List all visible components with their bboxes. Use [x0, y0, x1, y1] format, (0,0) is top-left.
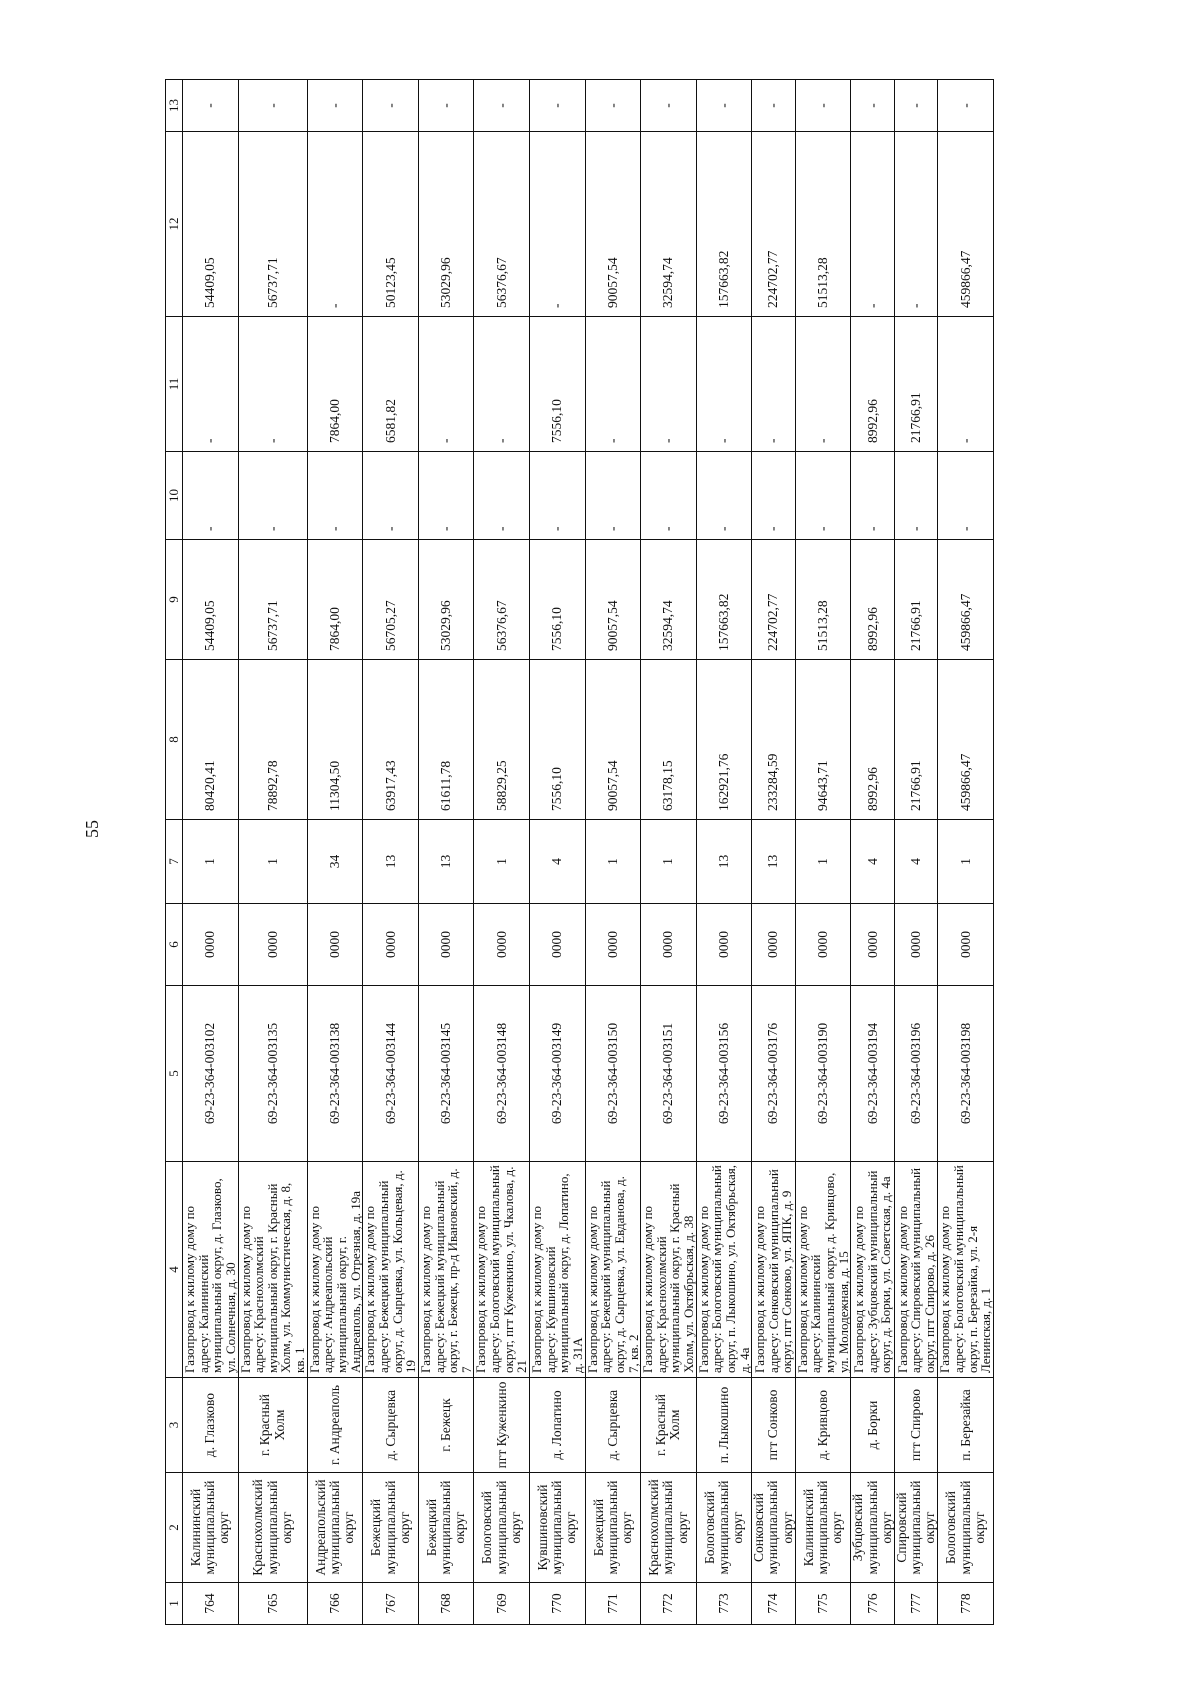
cell-col-1: 766 [307, 1583, 363, 1625]
cell-col-5: 69-23-364-003194 [851, 986, 895, 1162]
cell-col-9: 32594,74 [641, 540, 697, 660]
cell-col-4: Газопровод к жилому дому по адресу: Краснохолмский муниципальный округ, г. Красный Холм, ул. Коммунистическая, д. 8, кв. 1 [238, 1162, 307, 1378]
cell-col-12: 56737,71 [238, 132, 307, 317]
cell-col-3: д. Сырцевка [585, 1378, 641, 1473]
cell-col-4: Газопровод к жилому дому по адресу: Спировский муниципальный округ, пгт Спирово, д. 26 [894, 1162, 938, 1378]
cell-col-5: 69-23-364-003156 [696, 986, 752, 1162]
cell-col-7: 34 [307, 820, 363, 904]
cell-col-10: - [795, 452, 851, 540]
cell-col-3: д. Кривцово [795, 1378, 851, 1473]
table-row [474, 80, 530, 1625]
cell-col-1: 765 [238, 1583, 307, 1625]
cell-col-9: 224702,77 [752, 540, 796, 660]
cell-col-2: Калининский муниципальный округ [795, 1473, 851, 1583]
cell-col-4: Газопровод к жилому дому по адресу: Бежецкий муниципальный округ, д. Сырцевка, ул. Евданова, д. 7, кв. 2 [585, 1162, 641, 1378]
cell-col-8: 7556,10 [530, 660, 586, 820]
cell-col-5: 69-23-364-003150 [585, 986, 641, 1162]
cell-col-12: 224702,77 [752, 132, 796, 317]
cell-col-12: 459866,47 [938, 132, 994, 317]
cell-col-11: - [752, 317, 796, 452]
cell-col-5: 69-23-364-003144 [363, 986, 419, 1162]
cell-col-1: 764 [183, 1583, 239, 1625]
column-header-11: 11 [166, 317, 183, 452]
cell-col-11: 7556,10 [530, 317, 586, 452]
cell-col-11: 21766,91 [894, 317, 938, 452]
cell-col-2: Сонковский муниципальный округ [752, 1473, 796, 1583]
cell-col-6: 0000 [363, 904, 419, 986]
cell-col-3: д. Глазково [183, 1378, 239, 1473]
table-row [795, 80, 851, 1625]
cell-col-11: - [696, 317, 752, 452]
cell-col-1: 770 [530, 1583, 586, 1625]
cell-col-10: - [238, 452, 307, 540]
table-row [752, 80, 796, 1625]
cell-col-4: Газопровод к жилому дому по адресу: Краснохолмский муниципальный округ, г. Красный Холм, ул. Октябрьская, д. 38 [641, 1162, 697, 1378]
cell-col-5: 69-23-364-003102 [183, 986, 239, 1162]
cell-col-1: 768 [418, 1583, 474, 1625]
cell-col-3: г. Красный Холм [238, 1378, 307, 1473]
cell-col-9: 53029,96 [418, 540, 474, 660]
cell-col-10: - [641, 452, 697, 540]
table-row [938, 80, 994, 1625]
cell-col-1: 775 [795, 1583, 851, 1625]
cell-col-3: д. Сырцевка [363, 1378, 419, 1473]
cell-col-6: 0000 [530, 904, 586, 986]
cell-col-11: - [238, 317, 307, 452]
cell-col-10: - [474, 452, 530, 540]
column-header-1: 1 [166, 1583, 183, 1625]
cell-col-1: 773 [696, 1583, 752, 1625]
cell-col-8: 459866,47 [938, 660, 994, 820]
table-row [307, 80, 363, 1625]
column-header-10: 10 [166, 452, 183, 540]
cell-col-2: Бежецкий муниципальный округ [363, 1473, 419, 1583]
cell-col-3: пгт Спирово [894, 1378, 938, 1473]
cell-col-1: 774 [752, 1583, 796, 1625]
cell-col-2: Спировский муниципальный округ [894, 1473, 938, 1583]
table-row [585, 80, 641, 1625]
cell-col-13: - [894, 80, 938, 132]
cell-col-2: Бежецкий муниципальный округ [585, 1473, 641, 1583]
cell-col-13: - [307, 80, 363, 132]
table-row [238, 80, 307, 1625]
cell-col-8: 61611,78 [418, 660, 474, 820]
cell-col-8: 63178,15 [641, 660, 697, 820]
column-header-2: 2 [166, 1473, 183, 1583]
cell-col-3: д. Борки [851, 1378, 895, 1473]
header-row [166, 80, 183, 1625]
cell-col-13: - [183, 80, 239, 132]
cell-col-5: 69-23-364-003196 [894, 986, 938, 1162]
cell-col-6: 0000 [238, 904, 307, 986]
cell-col-5: 69-23-364-003149 [530, 986, 586, 1162]
cell-col-8: 63917,43 [363, 660, 419, 820]
table-row [894, 80, 938, 1625]
cell-col-10: - [530, 452, 586, 540]
cell-col-13: - [752, 80, 796, 132]
cell-col-9: 157663,82 [696, 540, 752, 660]
cell-col-12: 53029,96 [418, 132, 474, 317]
cell-col-9: 7864,00 [307, 540, 363, 660]
cell-col-11: 6581,82 [363, 317, 419, 452]
cell-col-6: 0000 [894, 904, 938, 986]
cell-col-11: - [183, 317, 239, 452]
cell-col-2: Кувшиновский муниципальный округ [530, 1473, 586, 1583]
cell-col-9: 56376,67 [474, 540, 530, 660]
cell-col-10: - [851, 452, 895, 540]
cell-col-5: 69-23-364-003190 [795, 986, 851, 1162]
cell-col-12: 50123,45 [363, 132, 419, 317]
cell-col-2: Краснохолмский муниципальный округ [238, 1473, 307, 1583]
cell-col-5: 69-23-364-003151 [641, 986, 697, 1162]
cell-col-11: - [418, 317, 474, 452]
cell-col-7: 1 [238, 820, 307, 904]
cell-col-3: г. Андреаполь [307, 1378, 363, 1473]
cell-col-12: - [530, 132, 586, 317]
cell-col-6: 0000 [585, 904, 641, 986]
cell-col-6: 0000 [696, 904, 752, 986]
cell-col-1: 778 [938, 1583, 994, 1625]
cell-col-13: - [851, 80, 895, 132]
cell-col-7: 4 [851, 820, 895, 904]
cell-col-4: Газопровод к жилому дому по адресу: Бежецкий муниципальный округ, д. Сырцевка, ул. Кольцевая, д. 19 [363, 1162, 419, 1378]
cell-col-3: г. Красный Холм [641, 1378, 697, 1473]
cell-col-1: 777 [894, 1583, 938, 1625]
table-row [183, 80, 239, 1625]
cell-col-8: 58829,25 [474, 660, 530, 820]
cell-col-4: Газопровод к жилому дому по адресу: Бологовский муниципальный округ, п. Лыкошино, ул. Октябрьская, д. 4а [696, 1162, 752, 1378]
cell-col-9: 56737,71 [238, 540, 307, 660]
cell-col-5: 69-23-364-003176 [752, 986, 796, 1162]
cell-col-7: 13 [696, 820, 752, 904]
cell-col-4: Газопровод к жилому дому по адресу: Сонковский муниципальный округ, пгт Сонково, ул. ЯПК, д. 9 [752, 1162, 796, 1378]
table-row [696, 80, 752, 1625]
cell-col-7: 1 [183, 820, 239, 904]
cell-col-8: 90057,54 [585, 660, 641, 820]
cell-col-11: 8992,96 [851, 317, 895, 452]
cell-col-7: 13 [752, 820, 796, 904]
cell-col-7: 4 [530, 820, 586, 904]
table-row [641, 80, 697, 1625]
cell-col-4: Газопровод к жилому дому по адресу: Кувшиновский муниципальный округ, д. Лопатино, д. 31А [530, 1162, 586, 1378]
cell-col-2: Бологовский муниципальный округ [696, 1473, 752, 1583]
cell-col-11: - [938, 317, 994, 452]
cell-col-13: - [585, 80, 641, 132]
cell-col-3: пгт Куженкино [474, 1378, 530, 1473]
cell-col-8: 11304,50 [307, 660, 363, 820]
cell-col-9: 7556,10 [530, 540, 586, 660]
cell-col-2: Бологовский муниципальный округ [474, 1473, 530, 1583]
cell-col-7: 1 [938, 820, 994, 904]
cell-col-9: 8992,96 [851, 540, 895, 660]
table-body [183, 80, 994, 1625]
cell-col-4: Газопровод к жилому дому по адресу: Бологовский муниципальный округ, пгт Куженкино, ул. Чкалова, д. 21 [474, 1162, 530, 1378]
cell-col-10: - [363, 452, 419, 540]
cell-col-7: 1 [641, 820, 697, 904]
cell-col-8: 233284,59 [752, 660, 796, 820]
cell-col-5: 69-23-364-003135 [238, 986, 307, 1162]
cell-col-4: Газопровод к жилому дому по адресу: Калининский муниципальный округ, д. Глазково, ул. Солнечная, д. 30 [183, 1162, 239, 1378]
cell-col-5: 69-23-364-003148 [474, 986, 530, 1162]
cell-col-4: Газопровод к жилому дому по адресу: Зубцовский муниципальный округ, д. Борки, ул. Советская, д. 4а [851, 1162, 895, 1378]
table-row [530, 80, 586, 1625]
cell-col-6: 0000 [641, 904, 697, 986]
cell-col-9: 90057,54 [585, 540, 641, 660]
cell-col-12: - [307, 132, 363, 317]
cell-col-13: - [641, 80, 697, 132]
column-header-4: 4 [166, 1162, 183, 1378]
cell-col-7: 1 [795, 820, 851, 904]
cell-col-12: 56376,67 [474, 132, 530, 317]
cell-col-8: 21766,91 [894, 660, 938, 820]
cell-col-10: - [894, 452, 938, 540]
cell-col-4: Газопровод к жилому дому по адресу: Бежецкий муниципальный округ, г. Бежецк, пр-д Ивановский, д. 7 [418, 1162, 474, 1378]
cell-col-3: пгт Сонково [752, 1378, 796, 1473]
cell-col-1: 776 [851, 1583, 895, 1625]
cell-col-11: - [641, 317, 697, 452]
cell-col-6: 0000 [851, 904, 895, 986]
cell-col-10: - [696, 452, 752, 540]
table-row [363, 80, 419, 1625]
cell-col-2: Калининский муниципальный округ [183, 1473, 239, 1583]
page-number: 55 [82, 820, 102, 838]
cell-col-10: - [183, 452, 239, 540]
cell-col-3: г. Бежецк [418, 1378, 474, 1473]
cell-col-8: 162921,76 [696, 660, 752, 820]
cell-col-4: Газопровод к жилому дому по адресу: Калининский муниципальный округ, д. Кривцово, ул. Молодежная, д. 15 [795, 1162, 851, 1378]
cell-col-6: 0000 [474, 904, 530, 986]
column-header-5: 5 [166, 986, 183, 1162]
cell-col-2: Бологовский муниципальный округ [938, 1473, 994, 1583]
column-header-3: 3 [166, 1378, 183, 1473]
column-header-9: 9 [166, 540, 183, 660]
cell-col-6: 0000 [938, 904, 994, 986]
cell-col-8: 8992,96 [851, 660, 895, 820]
cell-col-1: 772 [641, 1583, 697, 1625]
cell-col-12: 157663,82 [696, 132, 752, 317]
cell-col-1: 769 [474, 1583, 530, 1625]
gas-pipeline-table [165, 79, 994, 1625]
cell-col-12: 54409,05 [183, 132, 239, 317]
cell-col-10: - [418, 452, 474, 540]
cell-col-10: - [938, 452, 994, 540]
cell-col-3: п. Березайка [938, 1378, 994, 1473]
cell-col-8: 94643,71 [795, 660, 851, 820]
cell-col-5: 69-23-364-003198 [938, 986, 994, 1162]
cell-col-10: - [585, 452, 641, 540]
table-row [418, 80, 474, 1625]
cell-col-2: Краснохолмский муниципальный округ [641, 1473, 697, 1583]
cell-col-13: - [418, 80, 474, 132]
cell-col-13: - [938, 80, 994, 132]
cell-col-11: - [795, 317, 851, 452]
cell-col-10: - [307, 452, 363, 540]
cell-col-6: 0000 [418, 904, 474, 986]
cell-col-4: Газопровод к жилому дому по адресу: Бологовский муниципальный округ, п. Березайка, ул. 2-я Ленинская, д. 1 [938, 1162, 994, 1378]
cell-col-7: 1 [474, 820, 530, 904]
cell-col-12: - [894, 132, 938, 317]
column-header-7: 7 [166, 820, 183, 904]
cell-col-13: - [474, 80, 530, 132]
cell-col-5: 69-23-364-003145 [418, 986, 474, 1162]
cell-col-11: - [585, 317, 641, 452]
cell-col-9: 56705,27 [363, 540, 419, 660]
cell-col-1: 771 [585, 1583, 641, 1625]
cell-col-8: 80420,41 [183, 660, 239, 820]
cell-col-13: - [238, 80, 307, 132]
cell-col-2: Зубцовский муниципальный округ [851, 1473, 895, 1583]
cell-col-13: - [530, 80, 586, 132]
column-header-6: 6 [166, 904, 183, 986]
column-header-13: 13 [166, 80, 183, 132]
cell-col-4: Газопровод к жилому дому по адресу: Андреапольский муниципальный округ, г. Андреаполь, ул. Отрезная, д. 19а [307, 1162, 363, 1378]
cell-col-3: д. Лопатино [530, 1378, 586, 1473]
cell-col-9: 54409,05 [183, 540, 239, 660]
column-header-8: 8 [166, 660, 183, 820]
cell-col-6: 0000 [183, 904, 239, 986]
cell-col-7: 13 [363, 820, 419, 904]
cell-col-7: 13 [418, 820, 474, 904]
cell-col-3: п. Лыкошино [696, 1378, 752, 1473]
column-header-12: 12 [166, 132, 183, 317]
cell-col-6: 0000 [752, 904, 796, 986]
cell-col-12: 51513,28 [795, 132, 851, 317]
cell-col-12: - [851, 132, 895, 317]
cell-col-13: - [795, 80, 851, 132]
cell-col-7: 4 [894, 820, 938, 904]
cell-col-11: 7864,00 [307, 317, 363, 452]
cell-col-9: 21766,91 [894, 540, 938, 660]
table-row [851, 80, 895, 1625]
cell-col-6: 0000 [307, 904, 363, 986]
cell-col-5: 69-23-364-003138 [307, 986, 363, 1162]
cell-col-1: 767 [363, 1583, 419, 1625]
cell-col-2: Бежецкий муниципальный округ [418, 1473, 474, 1583]
cell-col-9: 459866,47 [938, 540, 994, 660]
cell-col-8: 78892,78 [238, 660, 307, 820]
cell-col-12: 32594,74 [641, 132, 697, 317]
cell-col-13: - [363, 80, 419, 132]
rotated-table-container [165, 80, 994, 1625]
cell-col-7: 1 [585, 820, 641, 904]
cell-col-13: - [696, 80, 752, 132]
cell-col-2: Андреапольский муниципальный округ [307, 1473, 363, 1583]
cell-col-11: - [474, 317, 530, 452]
cell-col-9: 51513,28 [795, 540, 851, 660]
cell-col-12: 90057,54 [585, 132, 641, 317]
cell-col-10: - [752, 452, 796, 540]
cell-col-6: 0000 [795, 904, 851, 986]
